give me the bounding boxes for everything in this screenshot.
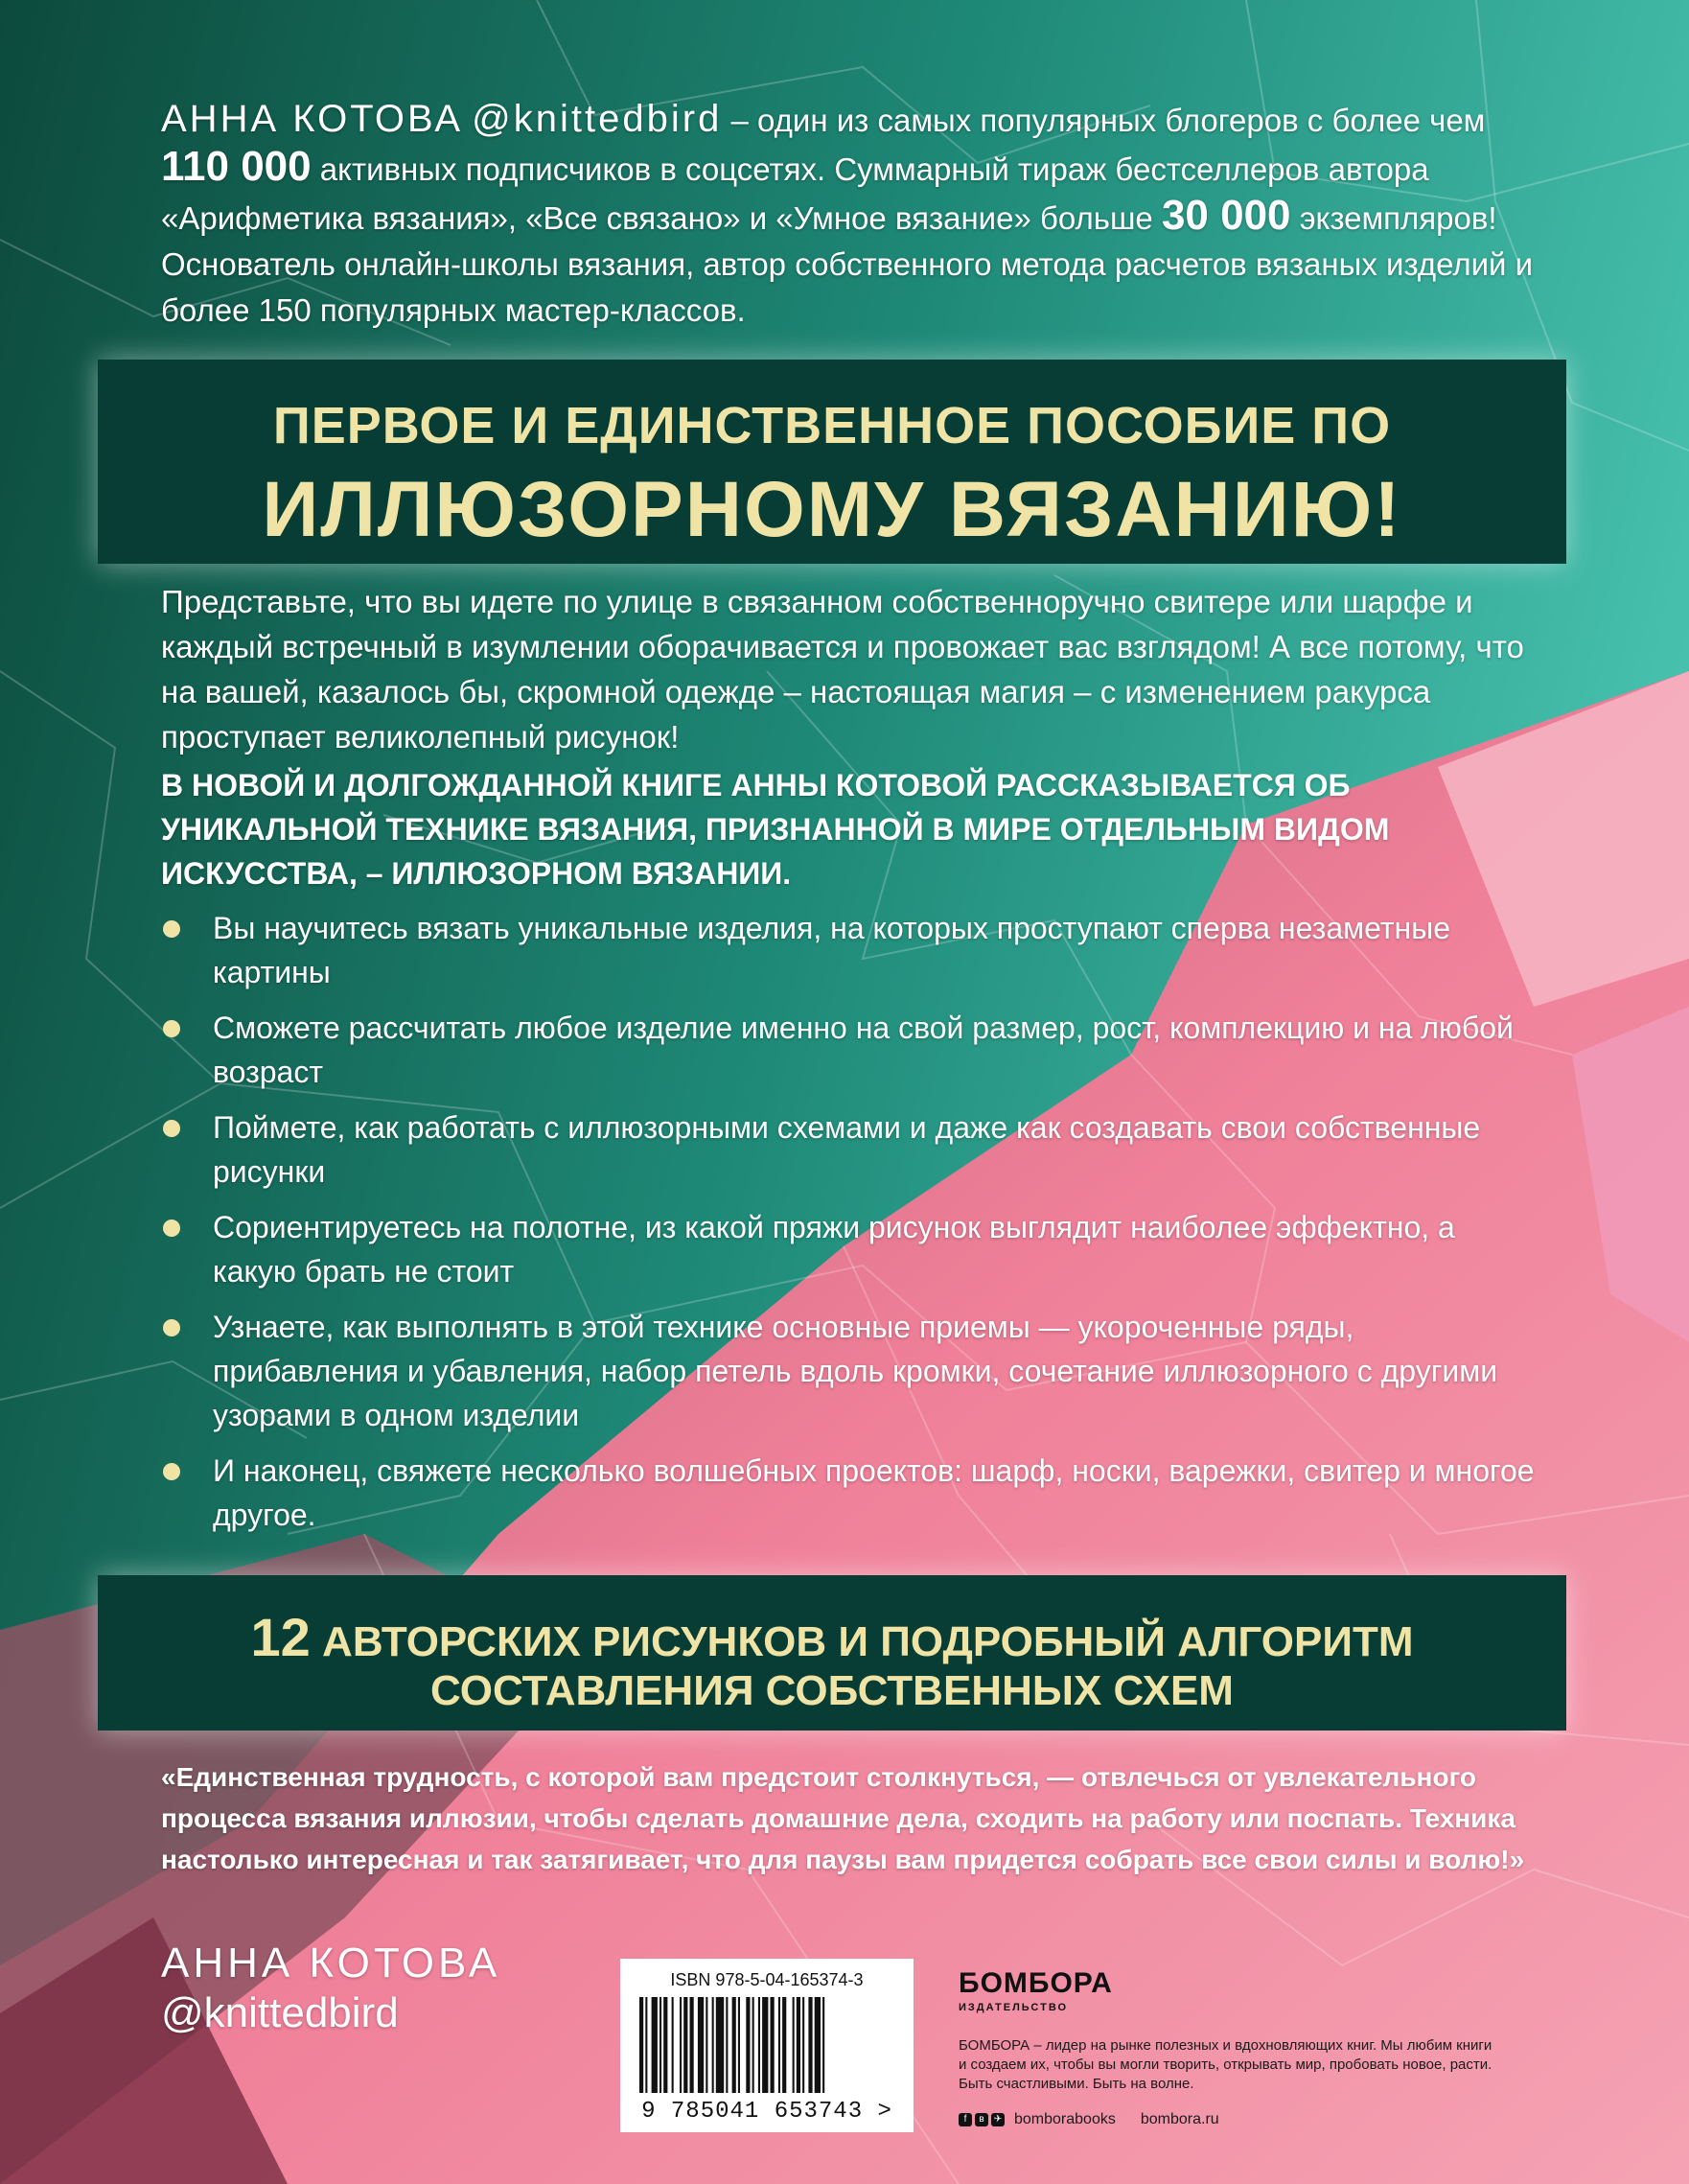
patterns-banner — [98, 1575, 1566, 1731]
publisher-website: bombora.ru — [1140, 2111, 1219, 2127]
lead-paragraph: В НОВОЙ И ДОЛГОЖДАННОЙ КНИГЕ АННЫ КОТОВОЙ РАССКАЗЫВАЕТСЯ ОБ УНИКАЛЬНОЙ ТЕХНИКЕ ВЯЗАНИЯ, ПРИЗНАННОЙ В МИРЕ ОТДЕЛЬНЫМ ВИДОМ ИСКУССТВА, – ИЛЛЮЗОРНОМ ВЯЗАНИИ. — [161, 768, 1390, 891]
barcode-icon — [637, 1997, 896, 2097]
headline-line-1: ПЕРВОЕ И ЕДИНСТВЕННОЕ ПОСОБИЕ ПО — [272, 397, 1392, 454]
bullet-dot-icon — [163, 920, 180, 938]
telegram-icon: ✈ — [991, 2113, 1005, 2126]
isbn-label: ISBN 978-5-04-165374-3 — [670, 1970, 864, 1989]
intro-text-2: активных подписчиков в соцсетях. Суммарный тираж бестселлеров автора «Арифметика вязания», «Все связано» и «Умное вязание» больше — [161, 151, 1429, 236]
publisher-description: БОМБОРА – лидер на рынке полезных и вдохновляющих книг. Мы любим книги и создаем их, чтобы вы могли творить, открывать мир, пробовать новое, расти. Быть счастливыми. Быть на волне. — [959, 2037, 1492, 2092]
vk-icon: в — [975, 2113, 988, 2126]
patterns-count: 12 — [250, 1607, 311, 1667]
author-intro — [161, 96, 1541, 334]
quote-signature — [161, 1939, 500, 2038]
bullet-dot-icon — [163, 1020, 180, 1037]
barcode-box — [620, 1959, 914, 2132]
headline-line-2: ИЛЛЮЗОРНОМУ ВЯЗАНИЮ! — [262, 466, 1402, 553]
list-item: Узнаете, как выполнять в этой технике основные приемы — укороченные ряды, прибавления и убавления, набор петель вдоль кромки, сочетание иллюзорного с другими узорами в одном изделии — [161, 1305, 1541, 1437]
benefits-list — [161, 906, 1541, 1548]
facebook-icon: f — [959, 2113, 972, 2126]
bullet-dot-icon — [163, 1220, 180, 1237]
publisher-subtitle: ИЗДАТЕЛЬСТВО — [959, 2002, 1069, 2013]
list-item: Сориентируетесь на полотне, из какой пряжи рисунок выглядит наиболее эффектно, а какую брать не стоит — [161, 1205, 1541, 1293]
description-paragraph: Представьте, что вы идете по улице в связанном собственноручно свитере или шарфе и каждый встречный в изумлении оборачивается и провожает вас взглядом! А все потому, что на вашей, казалось бы, скромной одежде – настоящая магия – с изменением ракурса проступает великолепный рисунок! — [161, 584, 1524, 755]
bullet-dot-icon — [163, 1319, 180, 1336]
social-icons — [959, 2113, 1005, 2126]
list-item: И наконец, свяжете несколько волшебных проектов: шарф, носки, варежки, свитер и многое другое. — [161, 1449, 1541, 1537]
social-handle: bomborabooks — [1014, 2111, 1116, 2127]
publisher-links — [959, 2111, 1495, 2128]
copies-count: 30 000 — [1161, 192, 1291, 239]
subscribers-count: 110 000 — [161, 143, 312, 190]
barcode-digits: 9 785041 653743 > — [641, 2099, 892, 2125]
author-quote: «Единственная трудность, с которой вам предстоит столкнуться, — отвлечься от увлекательного процесса вязания иллюзии, чтобы сделать домашние дела, сходить на работу или поспать. Техника настолько интересная и так затягивает, что для паузы вам придется собрать все свои силы и волю!» — [161, 1762, 1525, 1874]
signature-name: АННА КОТОВА — [161, 1940, 501, 1987]
publisher-logo: БОМБОРА — [959, 1967, 1113, 1999]
list-item: Поймете, как работать с иллюзорными схемами и даже как создавать свои собственные рисунки — [161, 1105, 1541, 1194]
list-item: Вы научитесь вязать уникальные изделия, на которых проступают сперва незаметные картины — [161, 906, 1541, 994]
publisher-block — [959, 1967, 1495, 2128]
author-handle: @knittedbird — [472, 98, 723, 140]
author-name: АННА КОТОВА — [161, 98, 463, 140]
list-item: Сможете рассчитать любое изделие именно на свой размер, рост, комплекцию и на любой возраст — [161, 1006, 1541, 1094]
patterns-line-2: СОСТАВЛЕНИЯ СОБСТВЕННЫХ СХЕМ — [430, 1667, 1234, 1714]
signature-handle: @knittedbird — [161, 1989, 399, 2036]
bullet-dot-icon — [163, 1463, 180, 1480]
headline-banner — [98, 360, 1566, 564]
intro-text-1: – один из самых популярных блогеров с более чем — [722, 103, 1486, 138]
patterns-line-1: 12 АВТОРСКИХ РИСУНКОВ И ПОДРОБНЫЙ АЛГОРИТМ — [250, 1607, 1414, 1667]
bullet-dot-icon — [163, 1120, 180, 1137]
intro-text-3: экземпляров! Основатель онлайн-школы вязания, автор собственного метода расчетов вязаных изделий и более 150 популярных мастер-классов. — [161, 200, 1534, 328]
